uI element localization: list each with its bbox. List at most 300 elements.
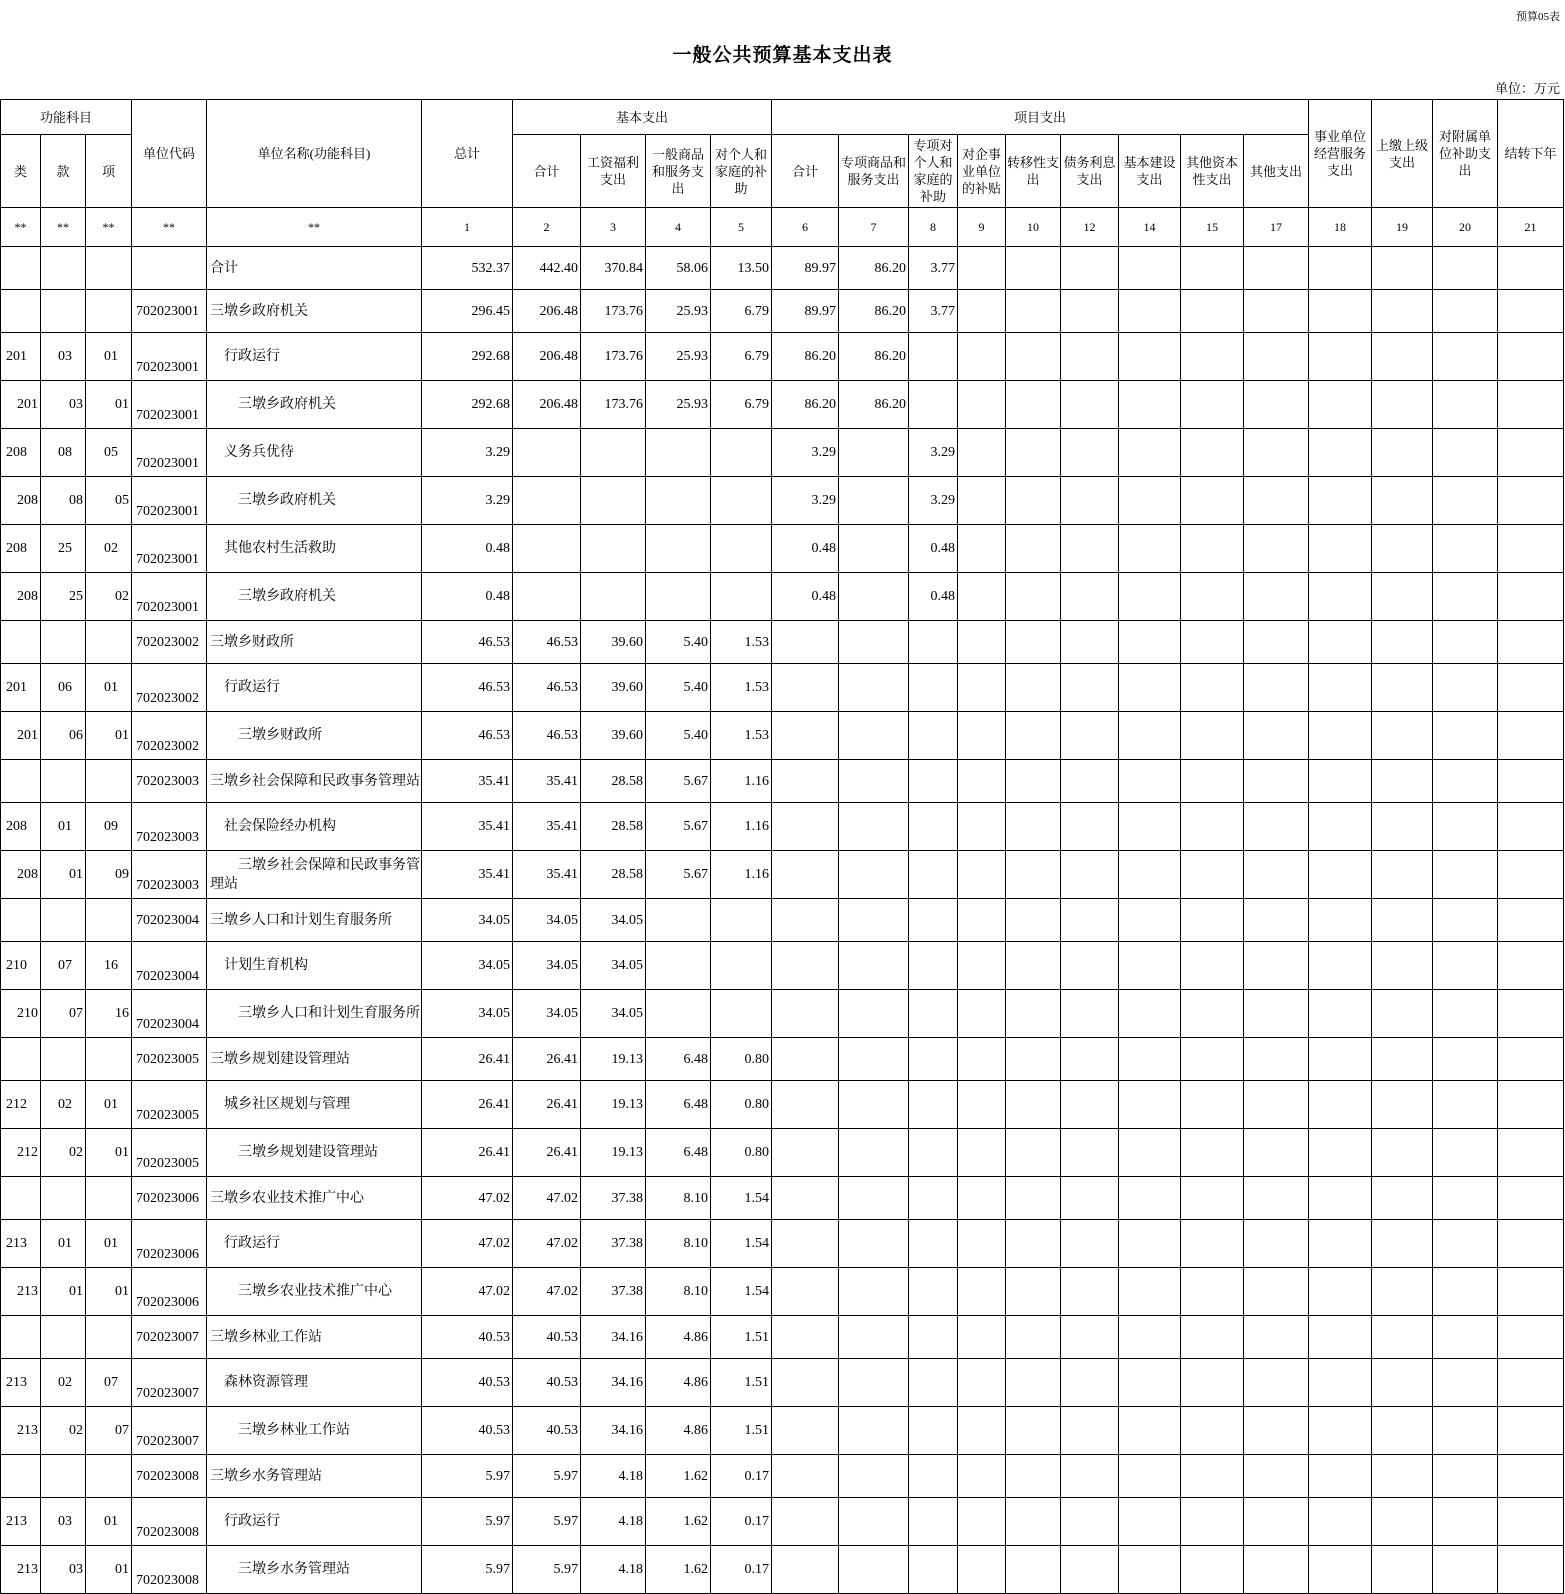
table-row [1, 1546, 1564, 1594]
cell-value: 86.20 [839, 290, 909, 333]
column-index-12: 8 [909, 208, 958, 247]
cell-xiang: 01 [86, 1268, 132, 1316]
cell-value [958, 1455, 1006, 1498]
cell-value [1006, 525, 1061, 573]
cell-value: 34.05 [422, 942, 513, 990]
cell-value [909, 381, 958, 429]
column-index-16: 14 [1119, 208, 1181, 247]
cell-value [909, 990, 958, 1038]
cell-unit-code: 702023006 [132, 1220, 207, 1268]
cell-value [1309, 429, 1372, 477]
cell-value [1006, 247, 1061, 290]
cell-value: 26.41 [422, 1129, 513, 1177]
cell-value [1498, 381, 1564, 429]
col-header-basic-0: 合计 [513, 135, 581, 208]
cell-unit-name: 三墩乡林业工作站 [207, 1316, 422, 1359]
cell-value [1244, 942, 1309, 990]
cell-value [1119, 942, 1181, 990]
cell-value [839, 1129, 909, 1177]
cell-value: 40.53 [513, 1316, 581, 1359]
cell-value [1372, 247, 1433, 290]
cell-unit-code: 702023001 [132, 333, 207, 381]
cell-value [1061, 664, 1119, 712]
cell-lei [1, 290, 41, 333]
cell-value: 46.53 [513, 664, 581, 712]
cell-value [1244, 573, 1309, 621]
cell-value: 34.05 [513, 942, 581, 990]
cell-value: 1.54 [711, 1220, 772, 1268]
column-index-14: 10 [1006, 208, 1061, 247]
cell-value: 47.02 [513, 1268, 581, 1316]
cell-value [1244, 899, 1309, 942]
cell-value: 86.20 [772, 381, 839, 429]
cell-value [1372, 851, 1433, 899]
cell-unit-code: 702023002 [132, 712, 207, 760]
cell-value [1061, 429, 1119, 477]
cell-value [1498, 1268, 1564, 1316]
cell-value [958, 573, 1006, 621]
cell-value [1498, 1177, 1564, 1220]
cell-value [711, 525, 772, 573]
cell-value [1061, 1177, 1119, 1220]
cell-value [1309, 1081, 1372, 1129]
cell-unit-name: 三墩乡人口和计划生育服务所 [207, 990, 422, 1038]
column-index-11: 7 [839, 208, 909, 247]
cell-value [1244, 851, 1309, 899]
col-header-project-2: 专项对个人和家庭的补助 [909, 135, 958, 208]
cell-value [909, 664, 958, 712]
column-index-4: ** [207, 208, 422, 247]
cell-value: 4.86 [646, 1407, 711, 1455]
cell-unit-code: 702023001 [132, 381, 207, 429]
cell-unit-code: 702023003 [132, 851, 207, 899]
cell-value [1309, 333, 1372, 381]
cell-value: 26.41 [513, 1081, 581, 1129]
cell-unit-code: 702023006 [132, 1177, 207, 1220]
cell-value [1433, 381, 1498, 429]
cell-value [1006, 942, 1061, 990]
cell-unit-code: 702023002 [132, 621, 207, 664]
cell-value [772, 1081, 839, 1129]
cell-value [909, 942, 958, 990]
cell-value: 86.20 [839, 381, 909, 429]
cell-value: 5.40 [646, 621, 711, 664]
cell-value [1498, 290, 1564, 333]
cell-value [1433, 1268, 1498, 1316]
cell-value: 4.18 [581, 1498, 646, 1546]
cell-value [1006, 333, 1061, 381]
cell-value [1244, 247, 1309, 290]
cell-value: 34.05 [422, 899, 513, 942]
cell-value [1181, 1129, 1244, 1177]
cell-value [1498, 477, 1564, 525]
col-header-tail-0: 事业单位经营服务支出 [1309, 100, 1372, 208]
cell-value [958, 1129, 1006, 1177]
col-header-project-group: 项目支出 [772, 100, 1309, 135]
cell-kuan: 03 [41, 1546, 86, 1594]
cell-value [581, 429, 646, 477]
cell-value: 1.62 [646, 1455, 711, 1498]
cell-value [1309, 621, 1372, 664]
cell-value: 47.02 [422, 1220, 513, 1268]
cell-xiang [86, 899, 132, 942]
cell-value [1244, 477, 1309, 525]
cell-value: 6.48 [646, 1081, 711, 1129]
cell-value [909, 1081, 958, 1129]
cell-unit-name: 三墩乡政府机关 [207, 477, 422, 525]
cell-value [1061, 1316, 1119, 1359]
col-header-basic-3: 对个人和家庭的补助 [711, 135, 772, 208]
table-row [1, 290, 1564, 333]
cell-value [1309, 1177, 1372, 1220]
cell-value [909, 1129, 958, 1177]
cell-value [1309, 942, 1372, 990]
cell-lei: 208 [1, 477, 41, 525]
cell-unit-name: 行政运行 [207, 664, 422, 712]
cell-unit-code: 702023004 [132, 899, 207, 942]
cell-xiang [86, 1038, 132, 1081]
cell-value [1244, 1038, 1309, 1081]
cell-value [772, 1546, 839, 1594]
table-row [1, 525, 1564, 573]
table-row [1, 1038, 1564, 1081]
cell-value: 28.58 [581, 760, 646, 803]
column-index-3: ** [132, 208, 207, 247]
table-row [1, 1129, 1564, 1177]
cell-value: 0.17 [711, 1546, 772, 1594]
cell-value: 58.06 [646, 247, 711, 290]
cell-unit-code: 702023007 [132, 1407, 207, 1455]
col-header-unit-name: 单位名称(功能科目) [207, 100, 422, 208]
cell-value [1433, 942, 1498, 990]
cell-value: 1.51 [711, 1316, 772, 1359]
cell-value [839, 1498, 909, 1546]
cell-value [1119, 381, 1181, 429]
cell-value [1433, 1081, 1498, 1129]
cell-value [1244, 760, 1309, 803]
cell-unit-name: 三墩乡规划建设管理站 [207, 1038, 422, 1081]
cell-value [772, 1498, 839, 1546]
cell-value [1498, 525, 1564, 573]
cell-value [581, 573, 646, 621]
cell-value: 1.51 [711, 1407, 772, 1455]
cell-value [1119, 525, 1181, 573]
cell-value: 4.18 [581, 1546, 646, 1594]
cell-value [1372, 942, 1433, 990]
cell-value: 1.53 [711, 621, 772, 664]
cell-value [1006, 429, 1061, 477]
cell-value [1244, 1359, 1309, 1407]
cell-value [1372, 381, 1433, 429]
column-index-10: 6 [772, 208, 839, 247]
cell-value: 0.17 [711, 1455, 772, 1498]
cell-xiang: 01 [86, 1498, 132, 1546]
cell-value [772, 1268, 839, 1316]
cell-value [1309, 899, 1372, 942]
cell-value [1181, 573, 1244, 621]
cell-value [1119, 1316, 1181, 1359]
cell-value [1006, 1268, 1061, 1316]
table-row [1, 664, 1564, 712]
cell-kuan: 08 [41, 477, 86, 525]
col-header-basic-1: 工资福利支出 [581, 135, 646, 208]
cell-value [1006, 1498, 1061, 1546]
cell-value [958, 1038, 1006, 1081]
cell-value [1498, 942, 1564, 990]
cell-value [1372, 1498, 1433, 1546]
cell-kuan: 02 [41, 1359, 86, 1407]
cell-value [513, 525, 581, 573]
cell-unit-name: 三墩乡政府机关 [207, 381, 422, 429]
cell-unit-name: 行政运行 [207, 1220, 422, 1268]
cell-value [958, 247, 1006, 290]
cell-value [909, 1038, 958, 1081]
column-index-5: 1 [422, 208, 513, 247]
cell-value: 206.48 [513, 290, 581, 333]
cell-value [1006, 803, 1061, 851]
cell-value: 5.97 [513, 1498, 581, 1546]
cell-value [1433, 1316, 1498, 1359]
cell-value [1433, 1546, 1498, 1594]
cell-xiang: 07 [86, 1407, 132, 1455]
cell-value [1433, 851, 1498, 899]
cell-value [958, 290, 1006, 333]
cell-value: 28.58 [581, 803, 646, 851]
cell-xiang: 01 [86, 333, 132, 381]
cell-value [1181, 1316, 1244, 1359]
unit-note: 单位：万元 [1494, 81, 1560, 96]
cell-value: 25.93 [646, 290, 711, 333]
cell-kuan: 01 [41, 1220, 86, 1268]
cell-lei: 201 [1, 333, 41, 381]
column-index-7: 3 [581, 208, 646, 247]
col-header-project-4: 转移性支出 [1006, 135, 1061, 208]
cell-unit-code: 702023002 [132, 664, 207, 712]
cell-value: 1.16 [711, 760, 772, 803]
cell-xiang: 01 [86, 1129, 132, 1177]
cell-value: 3.29 [772, 477, 839, 525]
cell-value: 0.48 [422, 525, 513, 573]
cell-value [909, 1177, 958, 1220]
cell-xiang: 07 [86, 1359, 132, 1407]
cell-value [958, 1498, 1006, 1546]
cell-value [1372, 1359, 1433, 1407]
column-index-13: 9 [958, 208, 1006, 247]
cell-value: 37.38 [581, 1177, 646, 1220]
cell-value [1006, 1038, 1061, 1081]
cell-unit-code: 702023001 [132, 290, 207, 333]
table-row [1, 1220, 1564, 1268]
cell-value [1498, 712, 1564, 760]
cell-unit-name: 三墩乡水务管理站 [207, 1546, 422, 1594]
col-header-xiang: 项 [86, 135, 132, 208]
cell-value [1372, 664, 1433, 712]
cell-unit-name: 三墩乡社会保障和民政事务管理站 [207, 851, 422, 899]
cell-value: 3.77 [909, 290, 958, 333]
cell-value [1433, 477, 1498, 525]
cell-value [1372, 1129, 1433, 1177]
cell-value [839, 803, 909, 851]
cell-value: 8.10 [646, 1268, 711, 1316]
cell-value [1372, 621, 1433, 664]
cell-lei [1, 247, 41, 290]
cell-value [1119, 990, 1181, 1038]
cell-value [909, 333, 958, 381]
table-row [1, 851, 1564, 899]
table-row [1, 1177, 1564, 1220]
cell-value: 26.41 [422, 1038, 513, 1081]
cell-value [1433, 1359, 1498, 1407]
cell-lei [1, 621, 41, 664]
cell-value [1433, 803, 1498, 851]
cell-value: 34.16 [581, 1359, 646, 1407]
cell-value [839, 990, 909, 1038]
cell-value: 39.60 [581, 621, 646, 664]
cell-value [646, 573, 711, 621]
cell-unit-name: 三墩乡规划建设管理站 [207, 1129, 422, 1177]
cell-value: 35.41 [513, 803, 581, 851]
cell-value [1061, 942, 1119, 990]
cell-value: 26.41 [422, 1081, 513, 1129]
cell-value [1244, 333, 1309, 381]
cell-value [1181, 851, 1244, 899]
cell-value: 39.60 [581, 664, 646, 712]
cell-value: 6.48 [646, 1038, 711, 1081]
cell-lei: 213 [1, 1407, 41, 1455]
table-row [1, 712, 1564, 760]
cell-value [772, 621, 839, 664]
cell-value [1006, 1177, 1061, 1220]
cell-unit-name: 社会保险经办机构 [207, 803, 422, 851]
cell-value [909, 1546, 958, 1594]
cell-value [1309, 573, 1372, 621]
cell-value: 46.53 [422, 712, 513, 760]
cell-value [1061, 1081, 1119, 1129]
cell-value [513, 477, 581, 525]
col-header-basic-2: 一般商品和服务支出 [646, 135, 711, 208]
cell-value [772, 760, 839, 803]
cell-lei: 213 [1, 1498, 41, 1546]
cell-value [1244, 712, 1309, 760]
cell-value [958, 1177, 1006, 1220]
cell-value [909, 712, 958, 760]
cell-value [1181, 1177, 1244, 1220]
cell-value [1372, 803, 1433, 851]
cell-value [839, 664, 909, 712]
cell-value [839, 477, 909, 525]
cell-lei [1, 1177, 41, 1220]
cell-lei: 208 [1, 803, 41, 851]
cell-value: 28.58 [581, 851, 646, 899]
cell-value: 6.79 [711, 333, 772, 381]
cell-value [1244, 290, 1309, 333]
cell-value: 37.38 [581, 1220, 646, 1268]
cell-kuan [41, 247, 86, 290]
cell-value [646, 429, 711, 477]
cell-value [1309, 990, 1372, 1038]
cell-unit-name: 三墩乡人口和计划生育服务所 [207, 899, 422, 942]
cell-value [1061, 1220, 1119, 1268]
cell-lei: 201 [1, 712, 41, 760]
table-row [1, 1498, 1564, 1546]
cell-value [1006, 1220, 1061, 1268]
cell-value: 0.80 [711, 1038, 772, 1081]
cell-value [1119, 1268, 1181, 1316]
column-index-20: 19 [1372, 208, 1433, 247]
cell-xiang: 01 [86, 381, 132, 429]
cell-value [958, 621, 1006, 664]
cell-lei: 208 [1, 525, 41, 573]
cell-value [1181, 525, 1244, 573]
cell-xiang: 01 [86, 664, 132, 712]
cell-xiang: 16 [86, 990, 132, 1038]
column-index-row [1, 208, 1564, 247]
cell-value [1244, 1498, 1309, 1546]
cell-value [646, 525, 711, 573]
cell-value: 86.20 [839, 247, 909, 290]
cell-value [1372, 990, 1433, 1038]
cell-value: 0.48 [909, 525, 958, 573]
cell-value [1119, 1129, 1181, 1177]
cell-unit-code: 702023005 [132, 1129, 207, 1177]
cell-lei: 213 [1, 1546, 41, 1594]
cell-value [1309, 1546, 1372, 1594]
cell-value [1372, 899, 1433, 942]
col-header-project-1: 专项商品和服务支出 [839, 135, 909, 208]
table-row [1, 803, 1564, 851]
table-row [1, 429, 1564, 477]
cell-xiang [86, 1177, 132, 1220]
cell-unit-code: 702023001 [132, 573, 207, 621]
col-header-lei: 类 [1, 135, 41, 208]
cell-value [772, 803, 839, 851]
cell-xiang: 05 [86, 477, 132, 525]
cell-value: 40.53 [422, 1359, 513, 1407]
cell-value [1061, 1498, 1119, 1546]
cell-xiang: 09 [86, 851, 132, 899]
cell-value [1244, 990, 1309, 1038]
cell-xiang: 05 [86, 429, 132, 477]
cell-value [909, 1268, 958, 1316]
cell-unit-name: 义务兵优待 [207, 429, 422, 477]
cell-xiang [86, 1316, 132, 1359]
cell-value: 1.62 [646, 1498, 711, 1546]
cell-value [958, 664, 1006, 712]
cell-unit-code: 702023008 [132, 1546, 207, 1594]
cell-value [909, 1407, 958, 1455]
cell-value [1006, 381, 1061, 429]
cell-value: 5.97 [422, 1546, 513, 1594]
cell-value [958, 1359, 1006, 1407]
cell-value [958, 1316, 1006, 1359]
cell-value [1372, 1268, 1433, 1316]
cell-lei: 212 [1, 1129, 41, 1177]
cell-value [711, 942, 772, 990]
cell-value [958, 1407, 1006, 1455]
cell-value: 37.38 [581, 1268, 646, 1316]
cell-value [1006, 621, 1061, 664]
column-index-6: 2 [513, 208, 581, 247]
cell-value: 47.02 [422, 1268, 513, 1316]
cell-value [1372, 1220, 1433, 1268]
cell-value [1006, 990, 1061, 1038]
column-index-8: 4 [646, 208, 711, 247]
cell-value [1244, 381, 1309, 429]
cell-lei [1, 760, 41, 803]
cell-value [1498, 664, 1564, 712]
cell-value [1498, 1220, 1564, 1268]
cell-value: 8.10 [646, 1220, 711, 1268]
